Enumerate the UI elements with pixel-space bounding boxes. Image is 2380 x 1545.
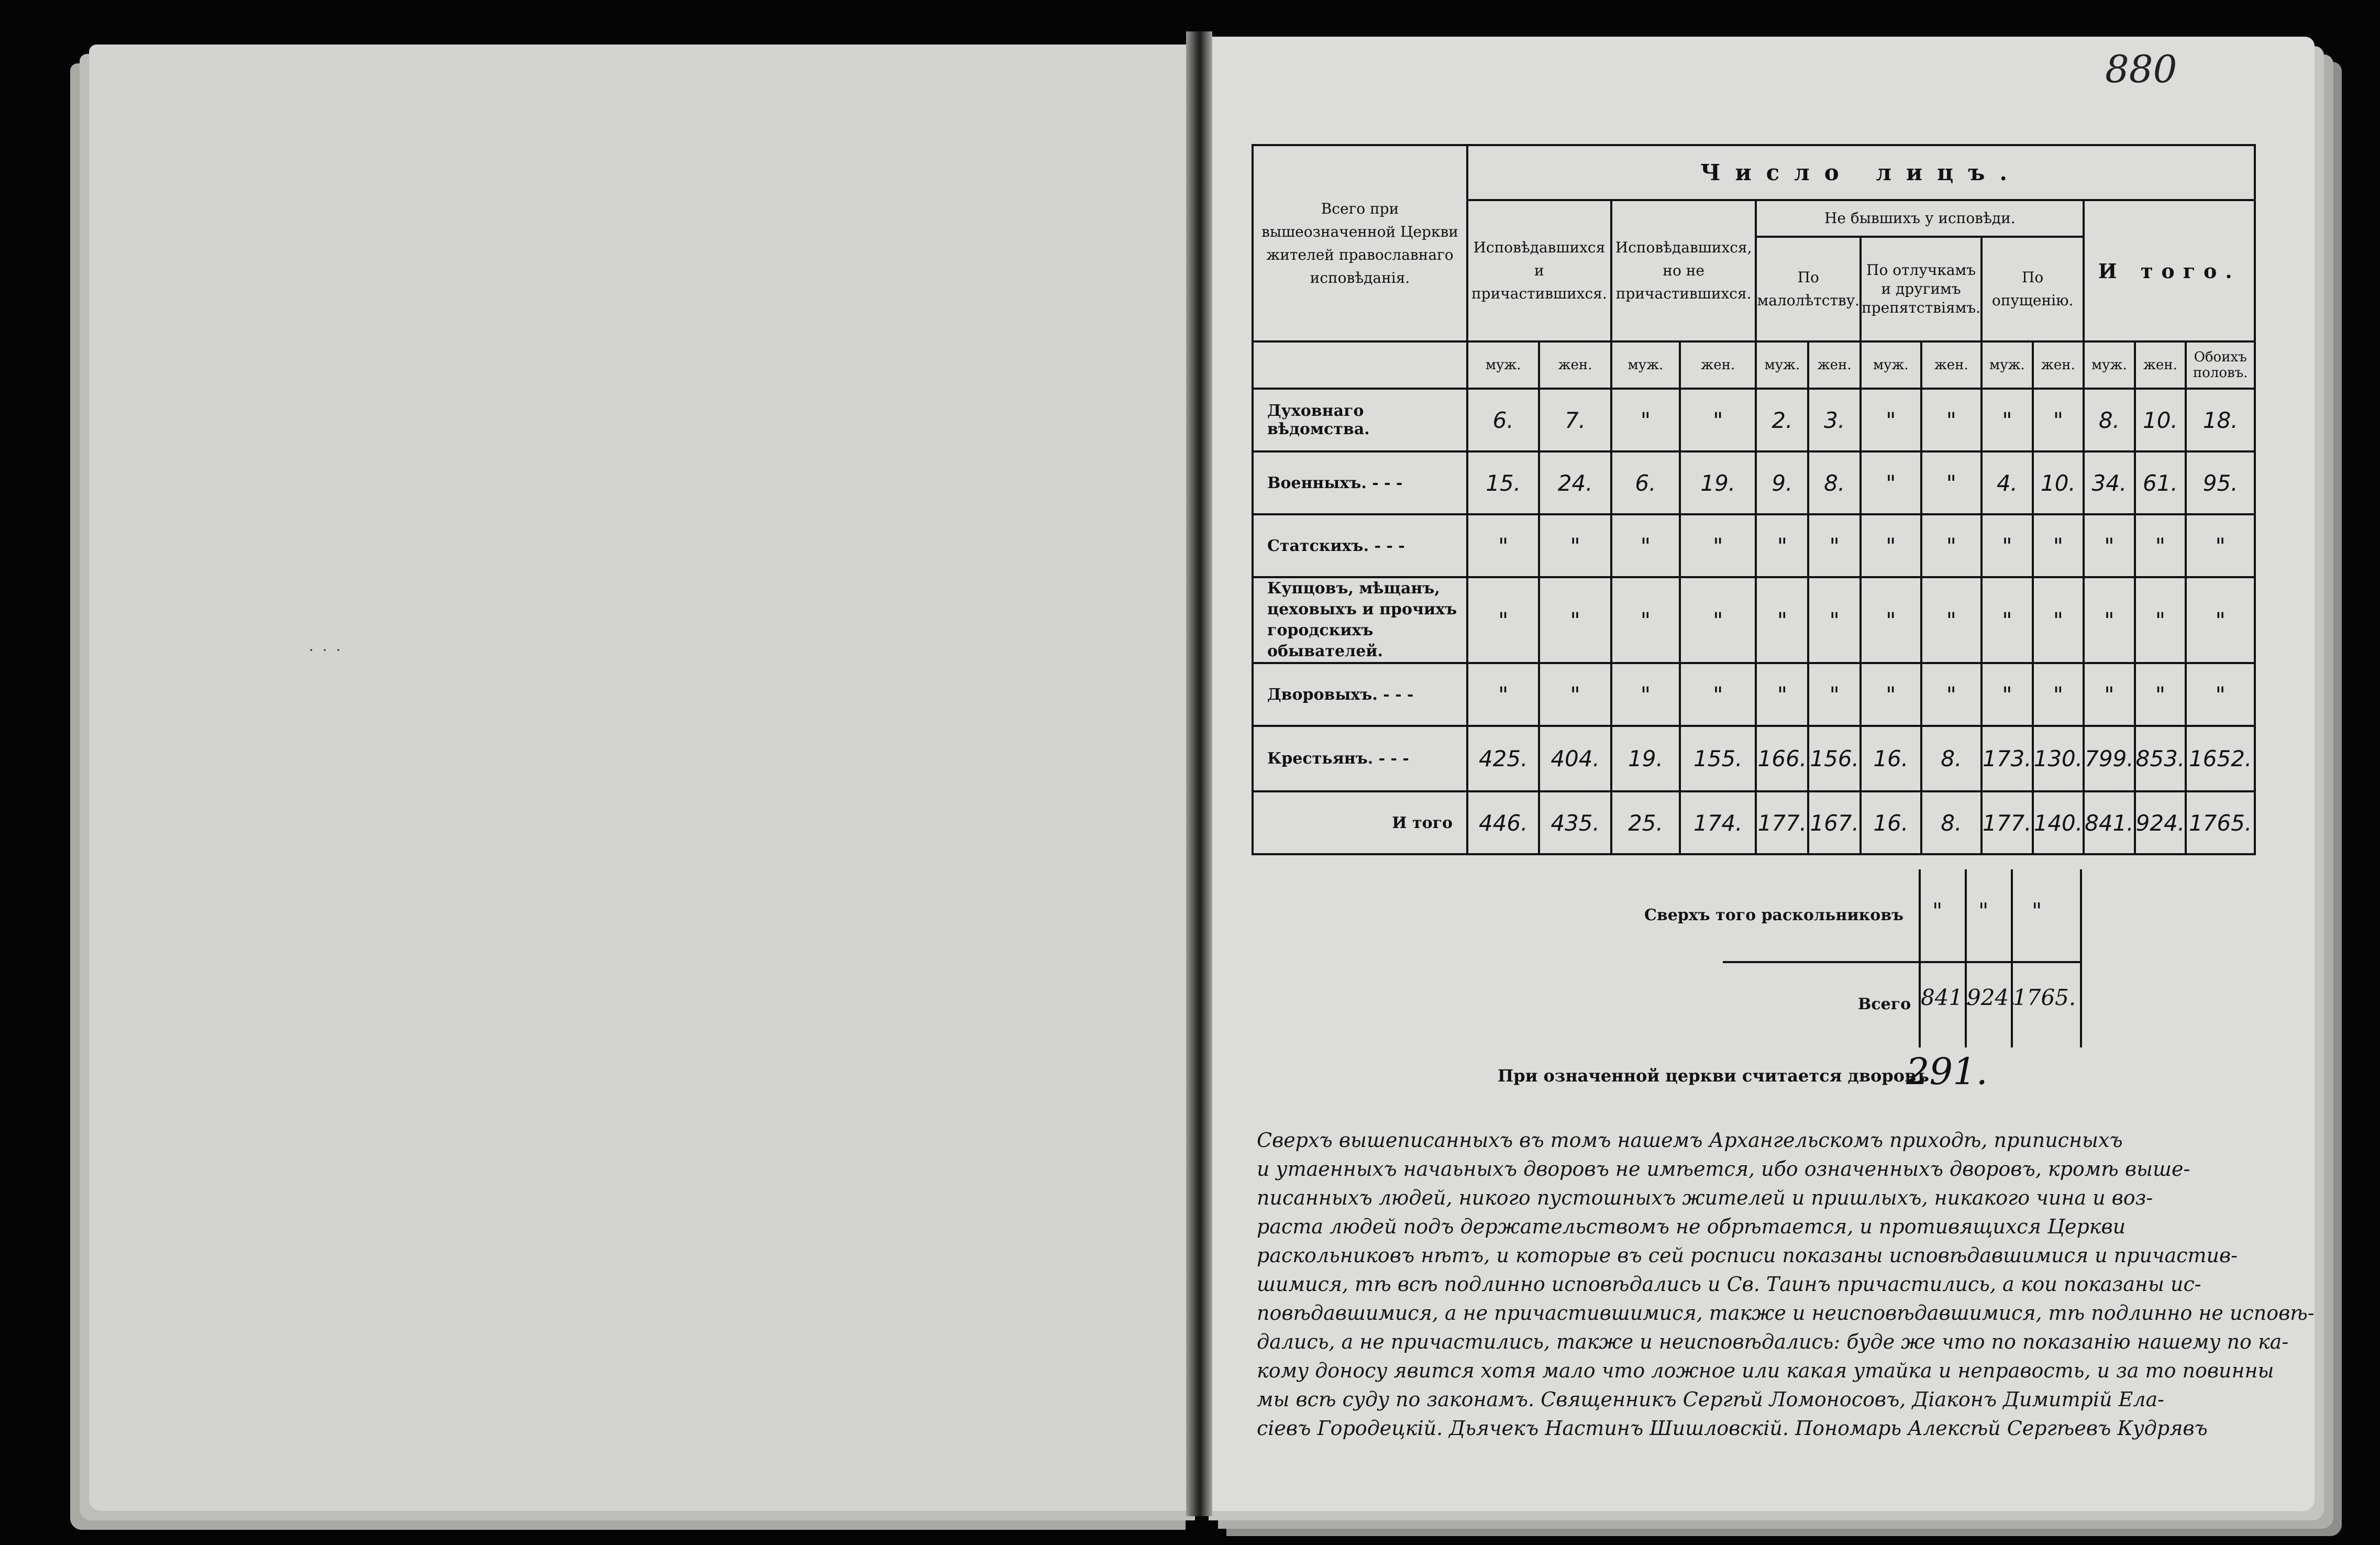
sub-m: муж.: [1982, 341, 2033, 389]
table-cell: ": [1861, 514, 1921, 577]
table-cell: 166.: [1756, 726, 1808, 791]
table-cell: ": [1680, 389, 1756, 451]
table-cell: ": [1982, 514, 2033, 577]
table-cell: ": [1539, 577, 1611, 663]
table-cell: 6.: [1611, 451, 1680, 514]
table-cell: 799.: [2084, 726, 2135, 791]
table-cell: ": [2033, 389, 2084, 451]
table-cell: 9.: [1756, 451, 1808, 514]
table-cell: 853.: [2135, 726, 2186, 791]
table-cell: ": [1808, 663, 1861, 726]
table-cell: ": [2135, 577, 2186, 663]
sub-m: муж.: [1611, 341, 1680, 389]
table-cell: ": [2084, 514, 2135, 577]
left-page: [89, 45, 1204, 1511]
table-cell: 155.: [1680, 726, 1756, 791]
sub-f: жен.: [1539, 341, 1611, 389]
rule-line: [2080, 869, 2082, 1047]
table-cell: 25.: [1611, 791, 1680, 854]
handwritten-line: раста людей подъ держательствомъ не обрѣтается, и противящихся Церкви: [1257, 1215, 2126, 1238]
table-cell: ": [1808, 577, 1861, 663]
grand-total-label: Всего: [1858, 995, 1911, 1013]
table-cell: 140.: [2033, 791, 2084, 854]
table-cell: ": [2186, 577, 2255, 663]
schismatics-value-both: ": [2032, 898, 2042, 924]
table-cell: ": [1756, 577, 1808, 663]
table-cell: 8.: [2084, 389, 2135, 451]
header-residents: Всего при вышеозначенной Церкви жителей православнаго исповѣданія.: [1253, 145, 1467, 341]
table-cell: 404.: [1539, 726, 1611, 791]
table-cell: 8.: [1921, 726, 1982, 791]
households-label: При означенной церкви считается дворовъ: [1498, 1066, 1929, 1086]
handwritten-line: мы всѣ суду по законамъ. Священникъ Сергѣй Ломоносовъ, Діаконъ Димитрій Ела-: [1257, 1388, 2165, 1411]
header-negligence: По опущенію.: [1982, 237, 2084, 341]
table-row: [1253, 577, 2255, 663]
table-cell: ": [1756, 514, 1808, 577]
handwritten-line: раскольниковъ нѣтъ, и которые въ сей росписи показаны исповѣдавшимися и причастив-: [1257, 1244, 2238, 1267]
sub-f: жен.: [2033, 341, 2084, 389]
table-cell: 7.: [1539, 389, 1611, 451]
table-cell: ": [1680, 663, 1756, 726]
table-cell: ": [1921, 389, 1982, 451]
table-row: [1253, 663, 2255, 726]
table-cell: ": [2084, 663, 2135, 726]
sub-m: муж.: [1467, 341, 1539, 389]
rule-line: [2011, 869, 2013, 1047]
table-cell: 1652.: [2186, 726, 2255, 791]
table-cell: ": [1680, 514, 1756, 577]
table-cell: ": [1808, 514, 1861, 577]
table-cell: 18.: [2186, 389, 2255, 451]
table-cell: ": [2084, 577, 2135, 663]
handwritten-line: дались, а не причастились, также и неисповѣдались: буде же что по показанію нашему по ка-: [1257, 1330, 2289, 1353]
row-label: Дворовыхъ. - - -: [1253, 663, 1467, 726]
schismatics-label: Сверхъ того раскольниковъ: [1644, 906, 1904, 924]
sub-m: муж.: [1756, 341, 1808, 389]
table-cell: 156.: [1808, 726, 1861, 791]
table-cell: 24.: [1539, 451, 1611, 514]
handwritten-line: повѣдавшимися, а не причастившимися, также и неисповѣдавшимися, тѣ подлинно не исповѣ-: [1257, 1301, 2315, 1325]
table-row: [1253, 451, 2255, 514]
table-cell: 10.: [2033, 451, 2084, 514]
table-cell: 34.: [2084, 451, 2135, 514]
table-cell: 924.: [2135, 791, 2186, 854]
grand-total-both: 1765.: [2013, 985, 2076, 1010]
handwritten-line: Сверхъ вышеписанныхъ въ томъ нашемъ Архангельскомъ приходѣ, приписныхъ: [1257, 1129, 2123, 1152]
grand-total-m: 841.: [1921, 985, 1970, 1010]
handwritten-line: шимися, тѣ всѣ подлинно исповѣдались и Св. Таинъ причастились, а кои показаны ис-: [1257, 1273, 2201, 1296]
header-title: Число лицъ.: [1467, 145, 2255, 200]
table-cell: 19.: [1680, 451, 1756, 514]
table-cell: 130.: [2033, 726, 2084, 791]
table-cell: ": [1467, 577, 1539, 663]
population-table: [1252, 144, 2256, 855]
table-cell: 435.: [1539, 791, 1611, 854]
table-cell: 177.: [1756, 791, 1808, 854]
folio-number: 880: [2105, 47, 2177, 91]
table-cell: 173.: [1982, 726, 2033, 791]
table-cell: 95.: [2186, 451, 2255, 514]
table-cell: 167.: [1808, 791, 1861, 854]
blank-cell: [1253, 341, 1467, 389]
sub-m: муж.: [1861, 341, 1921, 389]
schismatics-value-f: ": [1978, 898, 1989, 924]
rule-line: [1723, 961, 2082, 963]
table-cell: 8.: [1921, 791, 1982, 854]
table-cell: ": [1467, 514, 1539, 577]
sub-f: жен.: [1808, 341, 1861, 389]
table-cell: ": [1921, 514, 1982, 577]
header-not-at-confession: Не бывшихъ у исповѣди.: [1756, 200, 2084, 237]
table-cell: 61.: [2135, 451, 2186, 514]
table-cell: 16.: [1861, 791, 1921, 854]
table-cell: 15.: [1467, 451, 1539, 514]
header-absent: По отлучкамъ и другимъ препятствіямъ.: [1861, 237, 1982, 341]
table-cell: ": [2135, 663, 2186, 726]
table-row: [1253, 726, 2255, 791]
ink-specks: · · ·: [309, 642, 343, 659]
handwritten-line: сіевъ Городецкій. Дьячекъ Настинъ Шишловскій. Пономарь Алексѣй Сергѣевъ Кудрявъ: [1257, 1417, 2208, 1440]
table-cell: ": [1539, 663, 1611, 726]
table-row: [1253, 514, 2255, 577]
total-row: [1253, 791, 2255, 854]
sub-both: Обоихъ половъ.: [2186, 341, 2255, 389]
table-cell: 19.: [1611, 726, 1680, 791]
table-cell: ": [1539, 514, 1611, 577]
table-cell: ": [1861, 389, 1921, 451]
households-count: 291.: [1906, 1050, 1988, 1093]
table-cell: ": [2033, 577, 2084, 663]
header-confessed-not-communed: Исповѣдавшихся, но не причастившихся.: [1611, 200, 1756, 341]
handwritten-line: кому доносу явится хотя мало что ложное или какая утайка и неправость, и за то повинны: [1257, 1359, 2274, 1382]
table-cell: ": [1861, 451, 1921, 514]
table-cell: 4.: [1982, 451, 2033, 514]
total-label: И того: [1253, 791, 1467, 854]
row-label: Статскихъ. - - -: [1253, 514, 1467, 577]
table-cell: 174.: [1680, 791, 1756, 854]
table-cell: ": [1982, 389, 2033, 451]
grand-total-f: 924.: [1967, 985, 2016, 1010]
table-cell: ": [1756, 663, 1808, 726]
table-cell: ": [1921, 663, 1982, 726]
table-cell: 1765.: [2186, 791, 2255, 854]
header-confessed-communed: Исповѣдавшихся и причастившихся.: [1467, 200, 1611, 341]
table-cell: 16.: [1861, 726, 1921, 791]
table-cell: ": [1611, 577, 1680, 663]
table-cell: ": [2135, 514, 2186, 577]
table-cell: ": [1921, 451, 1982, 514]
book-gutter: [1186, 31, 1212, 1516]
row-label: Военныхъ. - - -: [1253, 451, 1467, 514]
table-cell: ": [1680, 577, 1756, 663]
rule-line: [1919, 869, 1921, 1047]
schismatics-value-m: ": [1932, 898, 1943, 924]
row-label: Духовнаго вѣдомства.: [1253, 389, 1467, 451]
sub-m: муж.: [2084, 341, 2135, 389]
table-cell: ": [1611, 389, 1680, 451]
handwritten-line: писанныхъ людей, никого пустошныхъ жителей и пришлыхъ, никакого чина и воз-: [1257, 1186, 2153, 1209]
table-cell: 6.: [1467, 389, 1539, 451]
table-cell: 425.: [1467, 726, 1539, 791]
table-cell: ": [1861, 663, 1921, 726]
sub-f: жен.: [1921, 341, 1982, 389]
handwritten-certification: [1257, 1126, 2315, 1443]
table-cell: 10.: [2135, 389, 2186, 451]
header-minors: По малолѣтству.: [1756, 237, 1861, 341]
table-row: [1253, 389, 2255, 451]
table-cell: ": [2033, 514, 2084, 577]
header-total: И того.: [2084, 200, 2255, 341]
table-cell: 841.: [2084, 791, 2135, 854]
sub-f: жен.: [1680, 341, 1756, 389]
table-cell: 446.: [1467, 791, 1539, 854]
table-cell: ": [1861, 577, 1921, 663]
table-cell: ": [1982, 663, 2033, 726]
table-cell: ": [2186, 514, 2255, 577]
table-cell: ": [1611, 514, 1680, 577]
table-cell: 8.: [1808, 451, 1861, 514]
table-cell: 3.: [1808, 389, 1861, 451]
table-cell: ": [2033, 663, 2084, 726]
table-cell: 2.: [1756, 389, 1808, 451]
handwritten-line: и утаенныхъ начаьныхъ дворовъ не имѣется, ибо означенныхъ дворовъ, кромѣ выше-: [1257, 1157, 2190, 1180]
table-cell: 177.: [1982, 791, 2033, 854]
table-cell: ": [1611, 663, 1680, 726]
table-cell: ": [1467, 663, 1539, 726]
row-label: Купцовъ, мѣщанъ, цеховыхъ и прочихъ городскихъ обывателей.: [1253, 577, 1467, 663]
table-cell: ": [1921, 577, 1982, 663]
rule-line: [1965, 869, 1967, 1047]
table-cell: ": [2186, 663, 2255, 726]
row-label: Крестьянъ. - - -: [1253, 726, 1467, 791]
table-cell: ": [1982, 577, 2033, 663]
sub-f: жен.: [2135, 341, 2186, 389]
